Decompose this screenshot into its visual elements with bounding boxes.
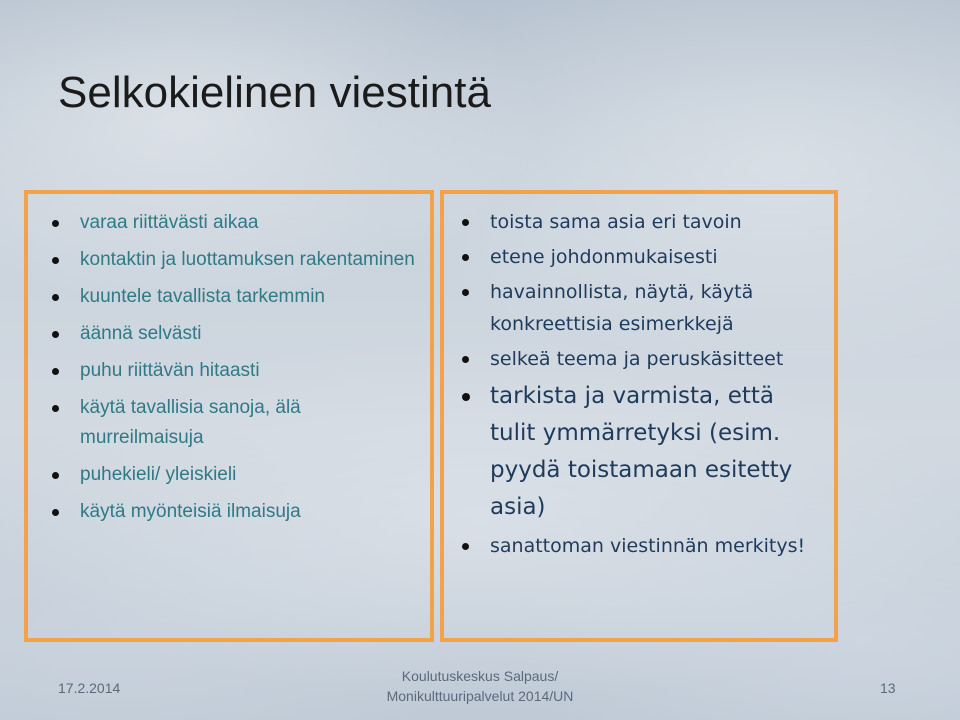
list-item-text: tarkista ja varmista, että tulit ymmärretyksi (esim. pyydä toistamaan esitetty asia) <box>490 383 793 520</box>
list-item-text: käytä tavallisia sanoja, älä murreilmaisuja <box>80 397 301 448</box>
footer-organization <box>300 666 660 706</box>
list-item <box>456 241 824 273</box>
bullet-icon <box>52 294 59 301</box>
bullet-icon <box>462 393 470 401</box>
list-item-text: varaa riittävästi aikaa <box>80 212 259 233</box>
list-item-text: sanattoman viestinnän merkitys! <box>490 535 806 557</box>
left-bullet-list <box>46 208 416 534</box>
left-bullet-panel <box>24 190 434 642</box>
right-bullet-panel <box>440 190 838 642</box>
footer-organization-line-1: Koulutuskeskus Salpaus/ <box>401 668 559 684</box>
bullet-icon <box>462 356 469 363</box>
list-item <box>46 497 416 527</box>
bullet-icon <box>52 472 59 479</box>
list-item-text: käytä myönteisiä ilmaisuja <box>80 501 301 522</box>
list-item-text: selkeä teema ja peruskäsitteet <box>490 348 784 370</box>
bullet-icon <box>52 257 59 264</box>
list-item-text: puhekieli/ yleiskieli <box>80 464 237 485</box>
bullet-icon <box>462 254 469 261</box>
list-item <box>456 276 824 340</box>
bullet-icon <box>52 331 59 338</box>
list-item-text: kontaktin ja luottamuksen rakentaminen <box>80 249 415 270</box>
list-item <box>46 356 416 386</box>
footer-date: 17.2.2014 <box>58 680 121 696</box>
bullet-icon <box>52 509 59 516</box>
list-item <box>46 393 416 453</box>
list-item-text: etene johdonmukaisesti <box>490 246 718 268</box>
list-item <box>456 530 824 562</box>
list-item-text: äännä selvästi <box>80 323 202 344</box>
list-item <box>456 343 824 375</box>
slide-title: Selkokielinen viestintä <box>58 68 491 117</box>
bullet-icon <box>52 220 59 227</box>
list-item <box>46 245 416 275</box>
bullet-icon <box>462 289 469 296</box>
list-item <box>46 460 416 490</box>
slide-number: 13 <box>880 680 896 696</box>
list-item-text: havainnollista, näytä, käytä konkreettisia esimerkkejä <box>490 281 754 335</box>
list-item <box>456 206 824 238</box>
right-bullet-list <box>456 206 824 565</box>
bullet-icon <box>52 368 59 375</box>
footer-organization-line-2: Monikulttuuripalvelut 2014/UN <box>386 688 574 704</box>
bullet-icon <box>462 543 469 550</box>
list-item-text: kuuntele tavallista tarkemmin <box>80 286 325 307</box>
list-item <box>46 208 416 238</box>
list-item <box>46 282 416 312</box>
bullet-icon <box>52 405 59 412</box>
list-item-text: toista sama asia eri tavoin <box>490 211 742 233</box>
list-item-text: puhu riittävän hitaasti <box>80 360 260 381</box>
list-item <box>46 319 416 349</box>
bullet-icon <box>462 219 469 226</box>
list-item-emphasis <box>456 378 824 526</box>
